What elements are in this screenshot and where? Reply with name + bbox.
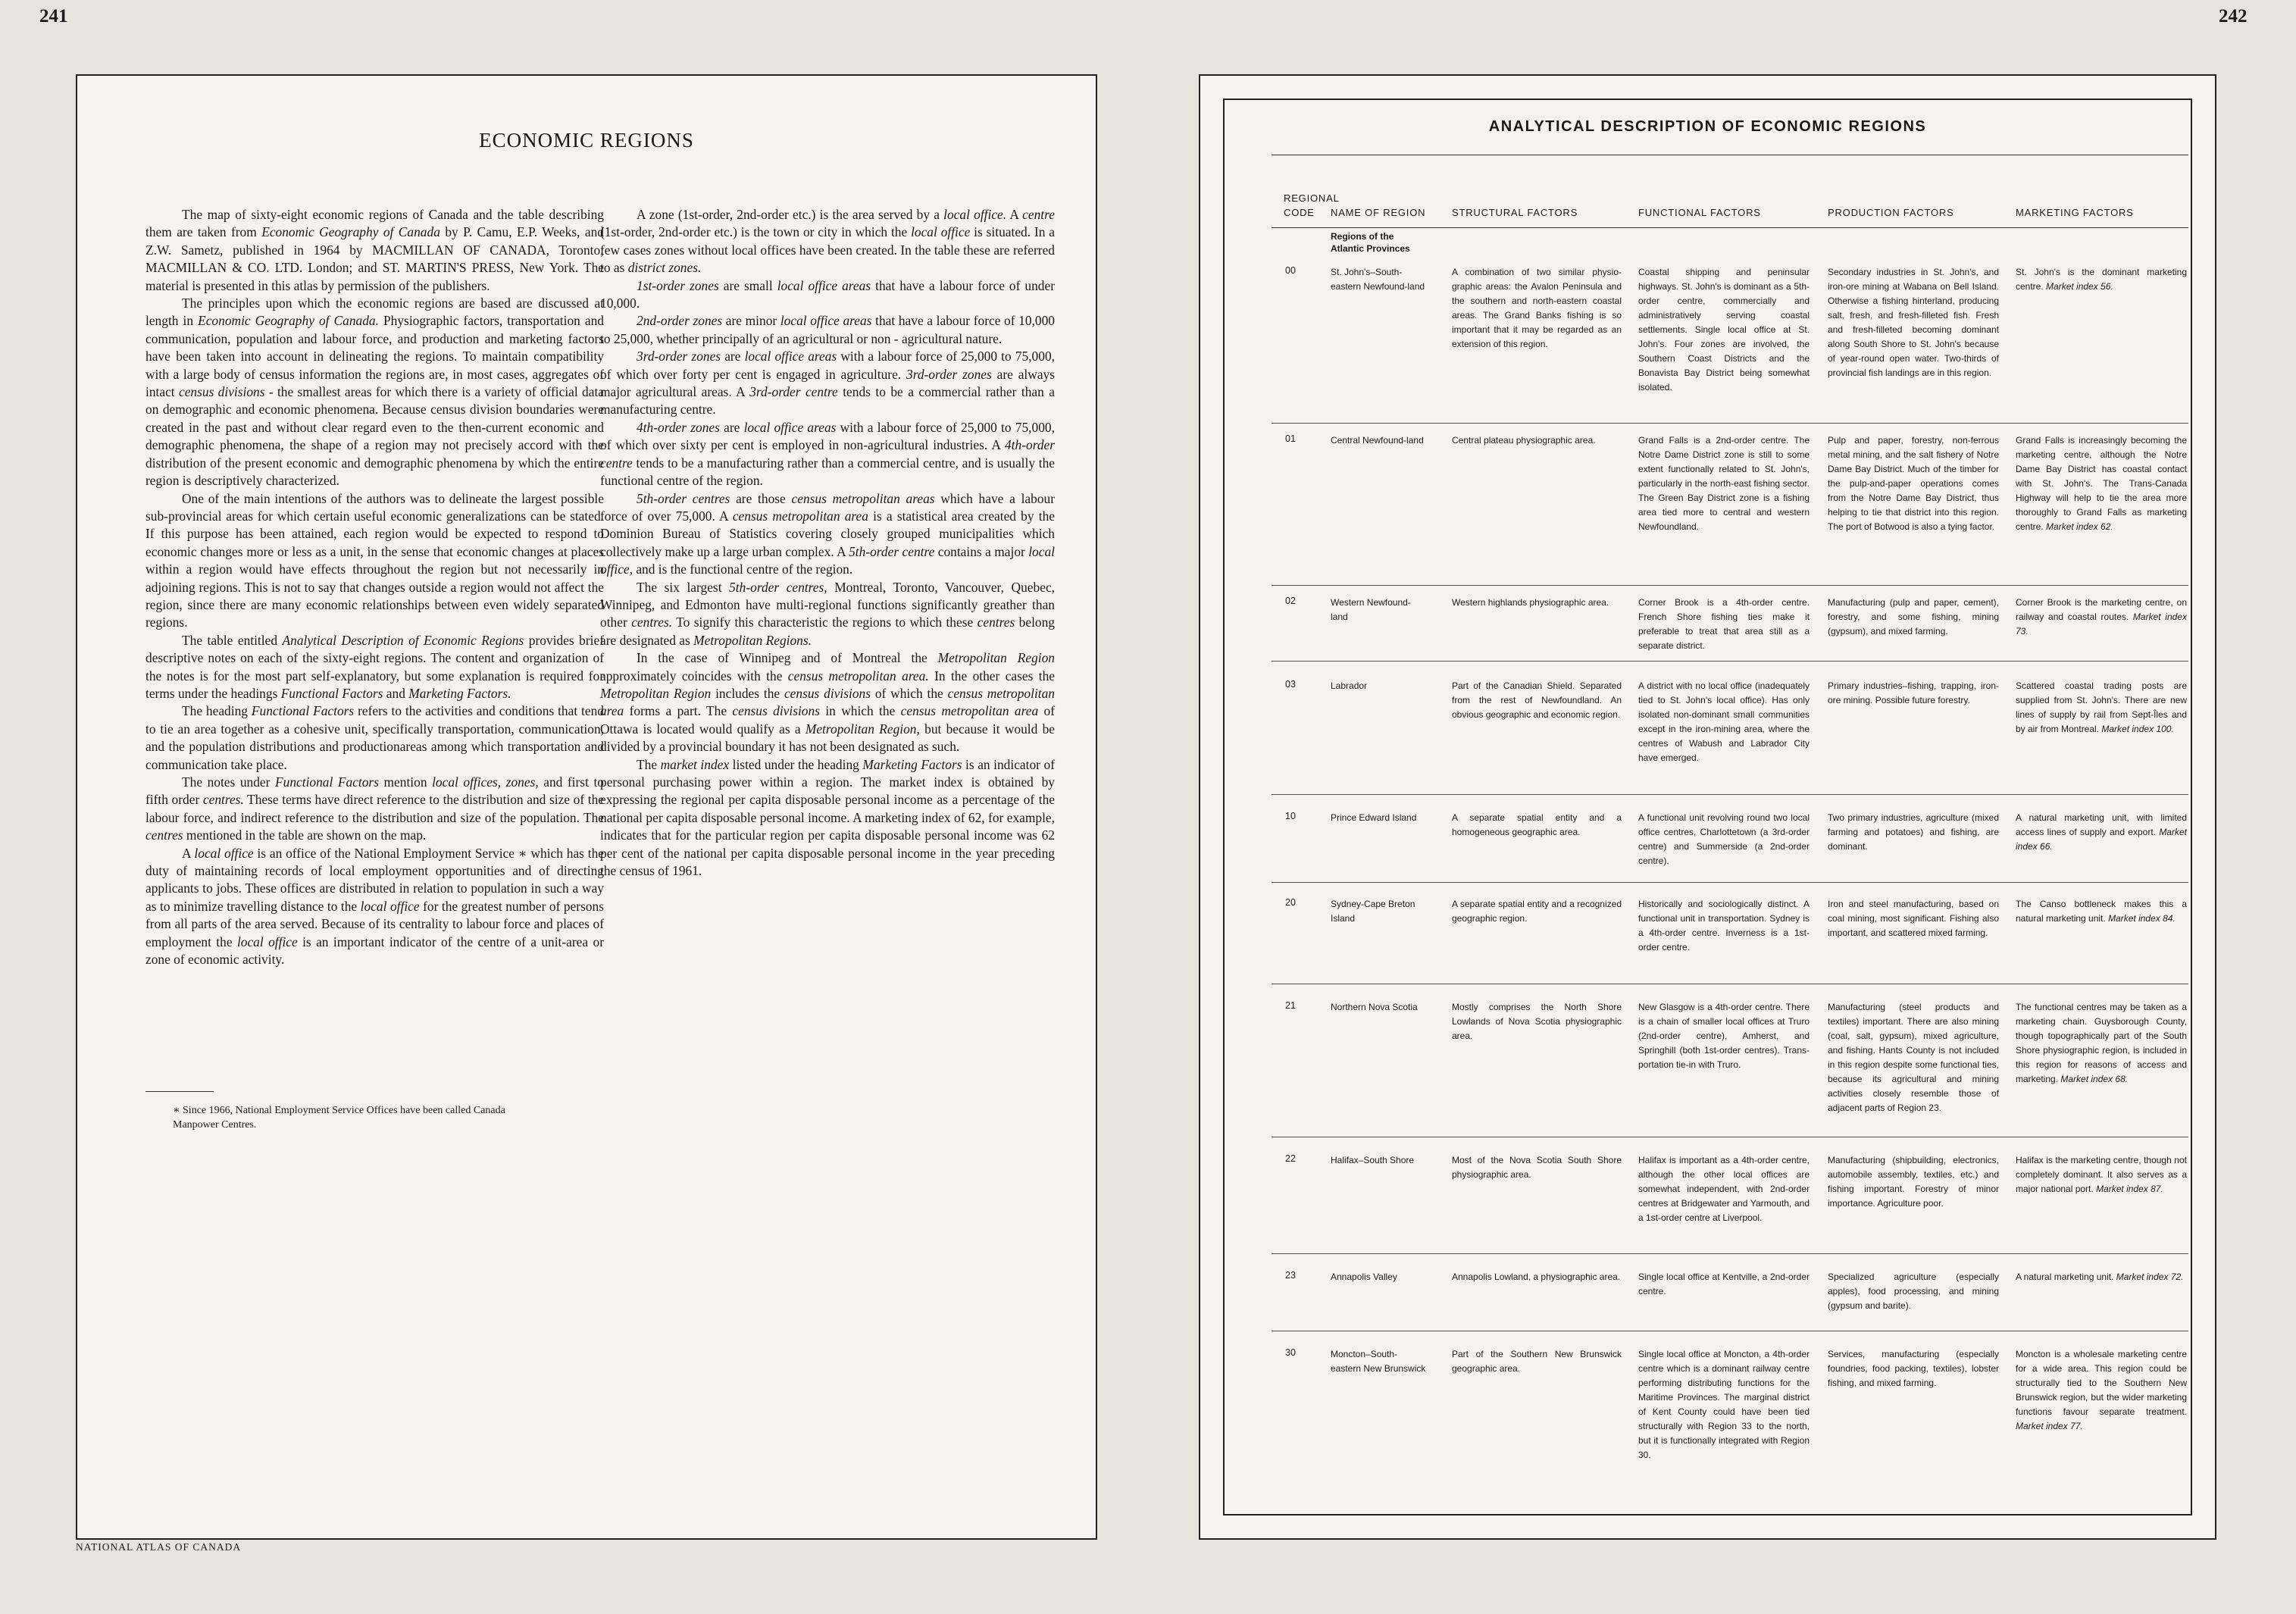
row-code: 01 (1285, 433, 1296, 444)
row-name: Sydney-Cape Breton Island (1331, 899, 1415, 924)
row-structural: Part of the Canadian Shield. Separated from the rest of Newfoundland. An obvious geographic and economic region. (1452, 680, 1622, 720)
row-code: 03 (1285, 679, 1296, 690)
row-production: Pulp and paper, forestry, non-ferrous metal mining, and the salt fishery of Notre Dame Bay District. Much of the timber for the pulp-and-paper operations comes from the Notre Dame Bay District, thus helping to tie that district into this region. The port of Botwood is also a tying factor. (1828, 435, 1999, 532)
row-structural: Most of the Nova Scotia South Shore physiographic area. (1452, 1155, 1622, 1180)
footnote-rule (145, 1091, 214, 1092)
row-structural: A combination of two similar physiographic areas: the Avalon Peninsula and the southern and north-eastern coastal areas. The Grand Banks fishing is so important that it may be regarded as an extension of this region. (1452, 267, 1622, 349)
row-functional: Halifax is important as a 4th-order centre, although the other local offices are somewhat independent, with 2nd-order centres at Bridgewater and Yarmouth, and a 1st-order centre at Liverpool. (1638, 1155, 1810, 1223)
row-divider (1272, 1253, 2188, 1254)
row-marketing: Scattered coastal trading posts are supplied from St. John's. There are new lines of supply by rail from Sept-Îles and by air from Montreal. Market index 100. (2016, 680, 2187, 734)
row-name: St. John's–South-eastern Newfound-land (1331, 267, 1425, 292)
row-name: Western Newfound-land (1331, 597, 1411, 622)
row-divider (1272, 794, 2188, 795)
row-production: Manufacturing (shipbuilding, electronics, automobile assembly, textiles, etc.) and fishing important. Forestry of minor importance. Agriculture poor. (1828, 1155, 1999, 1209)
row-code: 20 (1285, 897, 1296, 908)
header-name: NAME OF REGION (1331, 207, 1426, 218)
header-production: PRODUCTION FACTORS (1828, 207, 1954, 218)
row-name: Labrador (1331, 680, 1368, 691)
row-production: Services, manufacturing (especially foundries, food packing, textiles), lobster fishing, and mixed farming. (1828, 1349, 1999, 1388)
row-production: Manufacturing (pulp and paper, cement), forestry, and some fishing, mining (gypsum), and mixed farming. (1828, 597, 1999, 637)
row-production: Primary industries–fishing, trapping, iron-ore mining. Possible future forestry. (1828, 680, 1999, 705)
row-functional: Single local office at Moncton, a 4th-order centre which is a dominant railway centre performing distributing functions for the Maritime Provinces. The marginal district of Kent County could have been tied structurally with Region 33 to the north, but it is functionally integrated with Region 30. (1638, 1349, 1810, 1460)
page-footer: NATIONAL ATLAS OF CANADA (76, 1541, 242, 1553)
row-marketing: Grand Falls is increasingly becoming the marketing centre, although the Notre Dame Bay District has coastal contact with St. John's. The Trans-Canada Highway will help to tie the area more thoroughly to Grand Falls as marketing centre. Market index 62. (2016, 435, 2187, 532)
header-functional: FUNCTIONAL FACTORS (1638, 207, 1761, 218)
right-page (1199, 74, 2216, 1540)
row-code: 22 (1285, 1153, 1296, 1164)
header-code: REGIONAL CODE (1284, 192, 1340, 218)
row-marketing: St. John's is the dominant marketing centre. Market index 56. (2016, 267, 2187, 292)
row-code: 10 (1285, 811, 1296, 821)
row-marketing: Corner Brook is the marketing centre, on railway and coastal routes. Market index 73. (2016, 597, 2187, 637)
header-marketing: MARKETING FACTORS (2016, 207, 2134, 218)
row-code: 00 (1285, 265, 1296, 276)
page-number-right: 242 (2219, 6, 2248, 27)
table-frame (1223, 99, 2192, 1515)
table-header (1225, 174, 2191, 220)
row-functional: A functional unit revolving round two local office centres, Charlottetown (a 3rd-order centre) and Summerside (a 2nd-order centre). (1638, 812, 1810, 866)
row-code: 02 (1285, 596, 1296, 606)
row-structural: A separate spatial entity and a recognized geographic region. (1452, 899, 1622, 924)
row-name: Prince Edward Island (1331, 812, 1417, 823)
page-number-left: 241 (39, 6, 68, 27)
row-structural: Western highlands physiographic area. (1452, 597, 1609, 608)
row-name: Central Newfound-land (1331, 435, 1424, 446)
header-rule-bottom (1272, 227, 2188, 228)
row-production: Specialized agriculture (especially apples), food processing, and mining (gypsum and barite). (1828, 1271, 1999, 1311)
row-marketing: A natural marketing unit. Market index 72. (2016, 1271, 2184, 1282)
row-functional: Corner Brook is a 4th-order centre. French Shore fishing ties make it preferable to treat that area still as a separate district. (1638, 597, 1810, 651)
row-marketing: A natural marketing unit, with limited access lines of supply and export. Market index 66. (2016, 812, 2187, 852)
row-functional: New Glasgow is a 4th-order centre. There is a chain of smaller local offices at Truro (2nd-order centre), Amherst, and Springhill (both 1st-order centres). Transportation tie-in with Truro. (1638, 1002, 1810, 1070)
page-title: ECONOMIC REGIONS (479, 129, 694, 152)
row-production: Manufacturing (steel products and textiles) important. There are also mining (coal, salt, gypsum), mixed agriculture, and fishing. Hants County is not included in this region despite some functional ties, because its agricultural and mining activities closely resemble those of adjacent parts of Region 23. (1828, 1002, 1999, 1113)
row-marketing: The functional centres may be taken as a marketing chain. Guysborough County, though topographically part of the South Shore physiographic region, is included in this region for reasons of access and marketing. Market index 68. (2016, 1002, 2187, 1084)
row-production: Iron and steel manufacturing, based on coal mining, most significant. Fishing also important, and scattered mixed farming. (1828, 899, 1999, 938)
row-structural: Annapolis Lowland, a physiographic area. (1452, 1271, 1621, 1282)
text-column-1: The map of sixty-eight economic regions of Canada and the table describing them are taken from Economic Geography of Canada by P. Camu, E.P. Weeks, and Z.W. Sametz, published in 1964 by MACMILLAN OF CANADA, Toronto; MACMILLAN & CO. LTD. London; and ST. MARTIN'S PRESS, New York. The material is presented in this atlas by permission of the publishers. The principles upon which the economic regions are based are discussed at length in Economic Geography of Canada. Physiographic factors, transportation and communication, population and labour force, and production and marketing factors have been taken into account in delineating the regions. To maintain compatibility with a large body of census information the regions are, in most cases, aggregates of intact census divisions - the smallest areas for which there is a variety of official data on demographic and economic phenomena. Because census division boundaries were created in the past and without clear regard even to the then-current economic and demographic phenomena, the shape of a region may not precisely accord with the distribution of the present economic and demographic phenomena by which the entire region is descriptively characterized. One of the main intentions of the authors was to delineate the largest possible sub-provincial areas for which certain useful economic generalizations can be stated. If this purpose has been attained, each region would be expected to respond to economic changes more or less as a unit, in the sense that economic changes at places within a region would have effects throughout the region but not necessarily in adjoining regions. This is not to say that changes outside a region would not affect the region, since there are many economic relationships between even widely separated regions. The table entitled Analytical Description of Economic Regions provides brief descriptive notes on each of the sixty-eight regions. The content and organization of the notes is for the most part self-explanatory, but some explanation is required for terms under the headings Functional Factors and Marketing Factors. The heading Functional Factors refers to the activities and conditions that tend to tie an area together as a cohesive unit, specifically transportation, communication, and the population distributions and productionareas among which transportation and communication take place. The notes under Functional Factors mention local offices, zones, and first to fifth order centres. These terms have direct reference to the distribution and size of the labour force, and indirect reference to the distribution and size of the population. The centres mentioned in the table are shown on the map. A local office is an office of the National Employment Service ∗ which has the duty of maintaining records of local employment opportunities and of directing applicants to jobs. These offices are distributed in relation to population in such a way as to minimize travelling distance to the local office for the greatest number of persons from all parts of the area served. Because of its centrality to labour force and places of employment the local office is an important indicator of the centre of a unit-area or zone of economic activity. (145, 207, 605, 968)
row-marketing: Halifax is the marketing centre, though not completely dominant. It also serves as a major national port. Market index 87. (2016, 1155, 2187, 1194)
left-page (76, 74, 1097, 1540)
table-title: ANALYTICAL DESCRIPTION OF ECONOMIC REGIONS (1488, 118, 1927, 135)
group-heading: Regions of the Atlantic Provinces (1331, 231, 1410, 254)
footnote: ∗ Since 1966, National Employment Service Offices have been called Canada Manpower Centres. (173, 1105, 505, 1131)
row-functional: Historically and sociologically distinct. A functional unit in transportation. Sydney is a 4th-order centre. Inverness is a 1st-order centre. (1638, 899, 1810, 952)
row-marketing: Moncton is a wholesale marketing centre for a wide area. This region could be structurally tied to the Southern New Brunswick region, but the wider marketing functions favour separate treatment. Market index 77. (2016, 1349, 2187, 1431)
row-functional: Single local office at Kentville, a 2nd-order centre. (1638, 1271, 1810, 1297)
row-divider (1272, 423, 2188, 424)
row-marketing: The Canso bottleneck makes this a natural marketing unit. Market index 84. (2016, 899, 2187, 924)
row-code: 30 (1285, 1347, 1296, 1358)
header-structural: STRUCTURAL FACTORS (1452, 207, 1578, 218)
row-divider (1272, 882, 2188, 883)
row-structural: Part of the Southern New Brunswick geographic area. (1452, 1349, 1622, 1374)
row-divider (1272, 585, 2188, 586)
row-divider (1272, 661, 2188, 662)
row-name: Halifax–South Shore (1331, 1155, 1415, 1165)
row-functional: A district with no local office (inadequately tied to St. John's local office). Has only isolated non-dominant small communities except in the iron-mining area, where the centres of Wabush and Labrador City have emerged. (1638, 680, 1810, 763)
row-functional: Coastal shipping and peninsular highways. St. John's is dominant as a 5th-order centre, commercially and administratively serving coastal settlements. Single local office at St. John's. Four zones are involved, the Southern Coast Districts and the Bonavista Bay District being somewhat isolated. (1638, 267, 1810, 393)
row-structural: Central plateau physiographic area. (1452, 435, 1596, 446)
row-code: 21 (1285, 1000, 1296, 1011)
row-name: Northern Nova Scotia (1331, 1002, 1418, 1012)
row-functional: Grand Falls is a 2nd-order centre. The Notre Dame District zone is still to some extent functionally related to St. John's, particularly in the north-east fishing sector. The Green Bay District zone is a fishing area tied more to central and western Newfoundland. (1638, 435, 1810, 532)
row-code: 23 (1285, 1270, 1296, 1281)
row-production: Secondary industries in St. John's, and iron-ore mining at Wabana on Bell Island. Otherwise a fishing hinterland, producing salt, fresh, and fresh-filleted fish. Fresh and fresh-filleted becoming dominant along South Shore to St. John's because of year-round open water. Two-thirds of provincial fish landings are in this region. (1828, 267, 1999, 378)
row-name: Annapolis Valley (1331, 1271, 1397, 1282)
row-production: Two primary industries, agriculture (mixed farming and potatoes) and fishing, are dominant. (1828, 812, 1999, 852)
row-structural: A separate spatial entity and a homogeneous geographic area. (1452, 812, 1622, 837)
row-structural: Mostly comprises the North Shore Lowlands of Nova Scotia physiographic area. (1452, 1002, 1622, 1041)
row-name: Moncton–South-eastern New Brunswick (1331, 1349, 1426, 1374)
text-column-2: A zone (1st-order, 2nd-order etc.) is the area served by a local office. A centre (1st-order, 2nd-order etc.) is the town or city in which the local office is situated. In a few cases zones without local offices have been created. In the table these are referred to as district zones. 1st-order zones are small local office areas that have a labour force of under 10,000. 2nd-order zones are minor local office areas that have a labour force of 10,000 to 25,000, whether principally of an agricultural or non - agricultural nature. 3rd-order zones are local office areas with a labour force of 25,000 to 75,000, of which over forty per cent is engaged in agriculture. 3rd-order zones are always major agricultural areas. A 3rd-order centre tends to be a commercial rather than a manufacturing centre. 4th-order zones are local office areas with a labour force of 25,000 to 75,000, of which over sixty per cent is employed in non-agricultural industries. A 4th-order centre tends to be a manufacturing rather than a commercial centre, and is usually the functional centre of the region. 5th-order centres are those census metropolitan areas which have a labour force of over 75,000. A census metropolitan area is a statistical area created by the Dominion Bureau of Statistics covering closely grouped municipalities which collectively make up a large urban complex. A 5th-order centre contains a major local office, and is the functional centre of the region. The six largest 5th-order centres, Montreal, Toronto, Vancouver, Quebec, Winnipeg, and Edmonton have multi-regional functions significantly greather than other centres. To signify this characteristic the regions to which these centres belong are designated as Metropolitan Regions. In the case of Winnipeg and of Montreal the Metropolitan Region approximately coincides with the census metropolitan area. In the other cases the Metropolitan Region includes the census divisions of which the census metropolitan area forms a part. The census divisions in which the census metropolitan area of Ottawa is located would qualify as a Metropolitan Region, but because it would be divided by a provincial boundary it has not been designated as such. The market index listed under the heading Marketing Factors is an indicator of personal purchasing power within a region. The market index is obtained by expressing the regional per capita disposable personal income as a percentage of the national per capita disposable personal income. A marketing index of 62, for example, indicates that for the particular region per capita disposable personal income was 62 per cent of the national per capita disposable personal income in the year preceding the census of 1961. (600, 207, 1056, 879)
